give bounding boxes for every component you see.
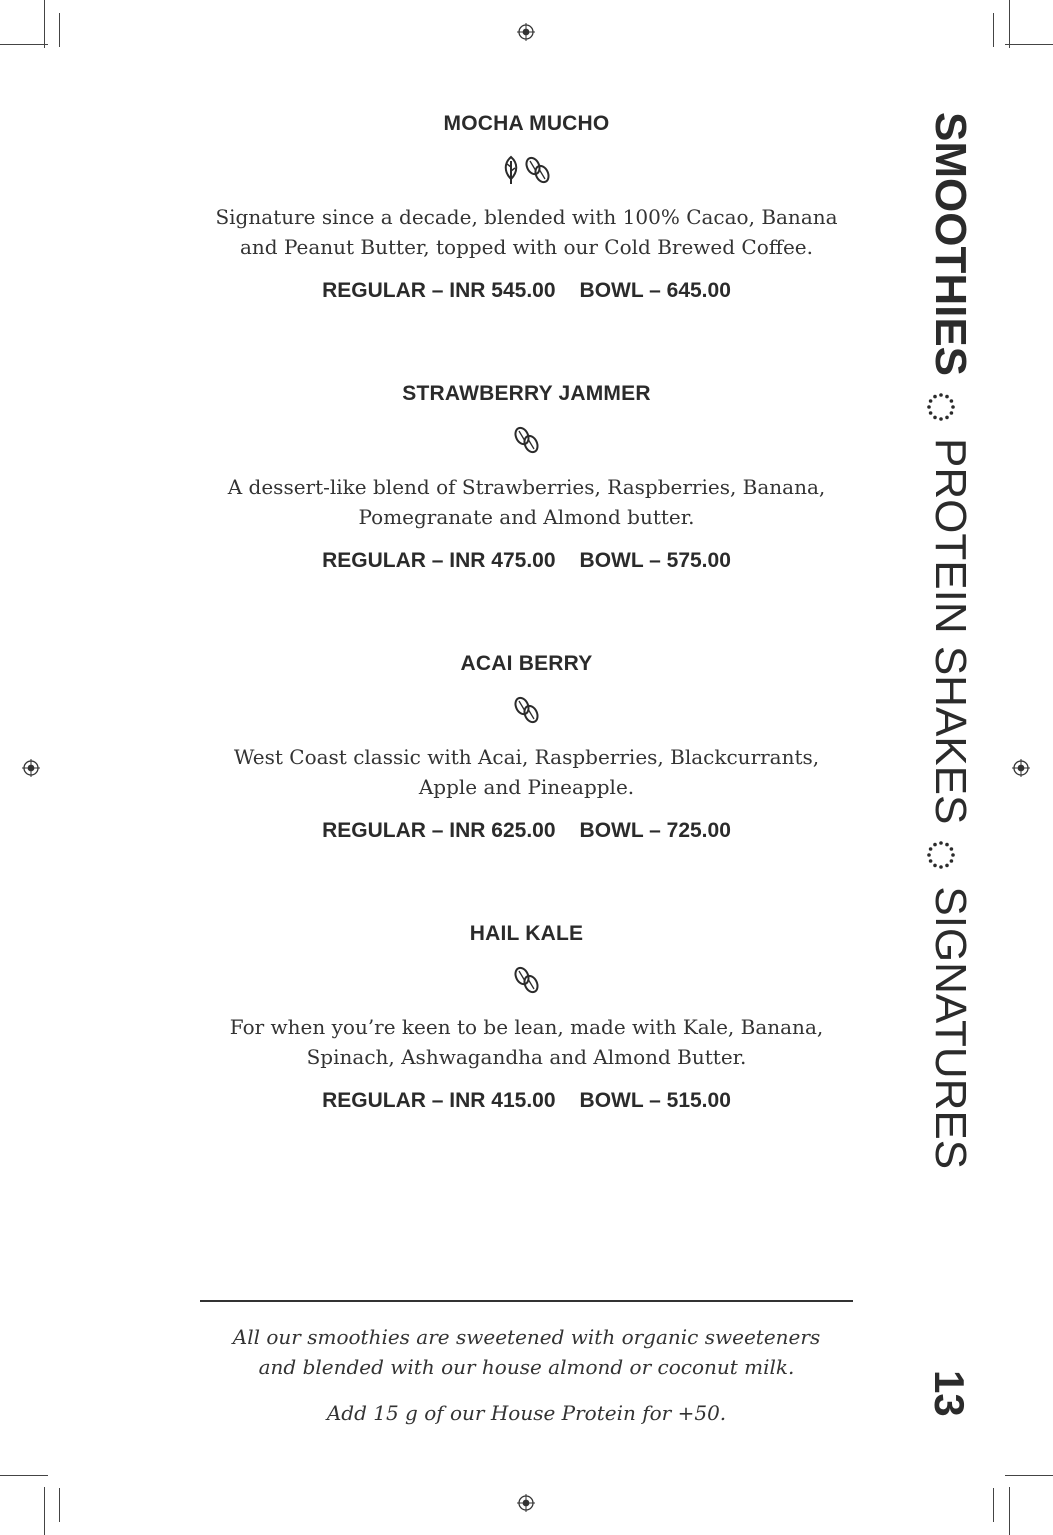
- crop-mark: [59, 13, 60, 47]
- crop-mark: [59, 1488, 60, 1522]
- protein-note: Add 15 g of our House Protein for +50.: [326, 1401, 727, 1425]
- crop-mark: [0, 44, 48, 45]
- item-description: West Coast classic with Acai, Raspberries, Blackcurrants, Apple and Pineapple.: [233, 745, 820, 799]
- crop-mark: [1009, 1487, 1010, 1535]
- section-label-protein-shakes: PROTEIN SHAKES: [926, 438, 975, 825]
- section-side-label: [925, 112, 985, 1212]
- regular-price: REGULAR – INR 545.00: [322, 279, 556, 302]
- item-description: For when you’re keen to be lean, made with Kale, Banana, Spinach, Ashwagandha and Almond Butter.: [229, 1015, 824, 1069]
- nut-icon: [524, 155, 552, 185]
- dietary-icons: [200, 420, 853, 460]
- item-prices: [200, 276, 853, 306]
- item-title: STRAWBERRY JAMMER: [402, 382, 651, 405]
- crop-mark: [44, 1487, 45, 1535]
- registration-mark-icon: [22, 759, 40, 777]
- dot-ring-icon: [935, 840, 965, 870]
- item-title: HAIL KALE: [469, 922, 584, 945]
- nut-icon: [513, 965, 541, 995]
- bowl-price: BOWL – 575.00: [579, 549, 731, 572]
- crop-mark: [44, 0, 45, 48]
- regular-price: REGULAR – INR 625.00: [322, 819, 556, 842]
- item-title: ACAI BERRY: [460, 652, 593, 675]
- crop-mark: [1005, 44, 1053, 45]
- regular-price: REGULAR – INR 415.00: [322, 1089, 556, 1112]
- menu-item-acai-berry: [200, 650, 853, 846]
- registration-mark-icon: [517, 23, 535, 41]
- item-prices: [200, 546, 853, 576]
- bowl-price: BOWL – 725.00: [579, 819, 731, 842]
- menu-item-strawberry-jammer: [200, 380, 853, 576]
- dietary-icons: [200, 960, 853, 1000]
- dot-ring-icon: [935, 392, 965, 422]
- item-description: Signature since a decade, blended with 100% Cacao, Banana and Peanut Butter, topped with our Cold Brewed Coffee.: [215, 205, 838, 259]
- section-label-smoothies: SMOOTHIES: [926, 112, 975, 377]
- regular-price: REGULAR – INR 475.00: [322, 549, 556, 572]
- item-title: MOCHA MUCHO: [443, 112, 610, 135]
- nut-icon: [513, 425, 541, 455]
- crop-mark: [993, 13, 994, 47]
- crop-mark: [1009, 0, 1010, 48]
- footer-divider: [200, 1300, 853, 1302]
- item-prices: [200, 816, 853, 846]
- item-prices: [200, 1086, 853, 1116]
- leaf-icon: [502, 155, 520, 185]
- nut-icon: [513, 695, 541, 725]
- section-label-signatures: SIGNATURES: [926, 886, 975, 1170]
- footer-note: All our smoothies are sweetened with organic sweeteners and blended with our house almond or coconut milk.: [232, 1325, 821, 1379]
- dietary-icons: [200, 690, 853, 730]
- registration-mark-icon: [1012, 759, 1030, 777]
- bowl-price: BOWL – 515.00: [579, 1089, 731, 1112]
- crop-mark: [1005, 1475, 1053, 1476]
- crop-mark: [0, 1475, 48, 1476]
- item-description: A dessert-like blend of Strawberries, Raspberries, Banana, Pomegranate and Almond butter.: [227, 475, 826, 529]
- menu-item-hail-kale: [200, 920, 853, 1116]
- bowl-price: BOWL – 645.00: [579, 279, 731, 302]
- dietary-icons: [200, 150, 853, 190]
- menu-item-mocha-mucho: [200, 110, 853, 306]
- page-number: 13: [926, 1370, 973, 1417]
- registration-mark-icon: [517, 1494, 535, 1512]
- crop-mark: [993, 1488, 994, 1522]
